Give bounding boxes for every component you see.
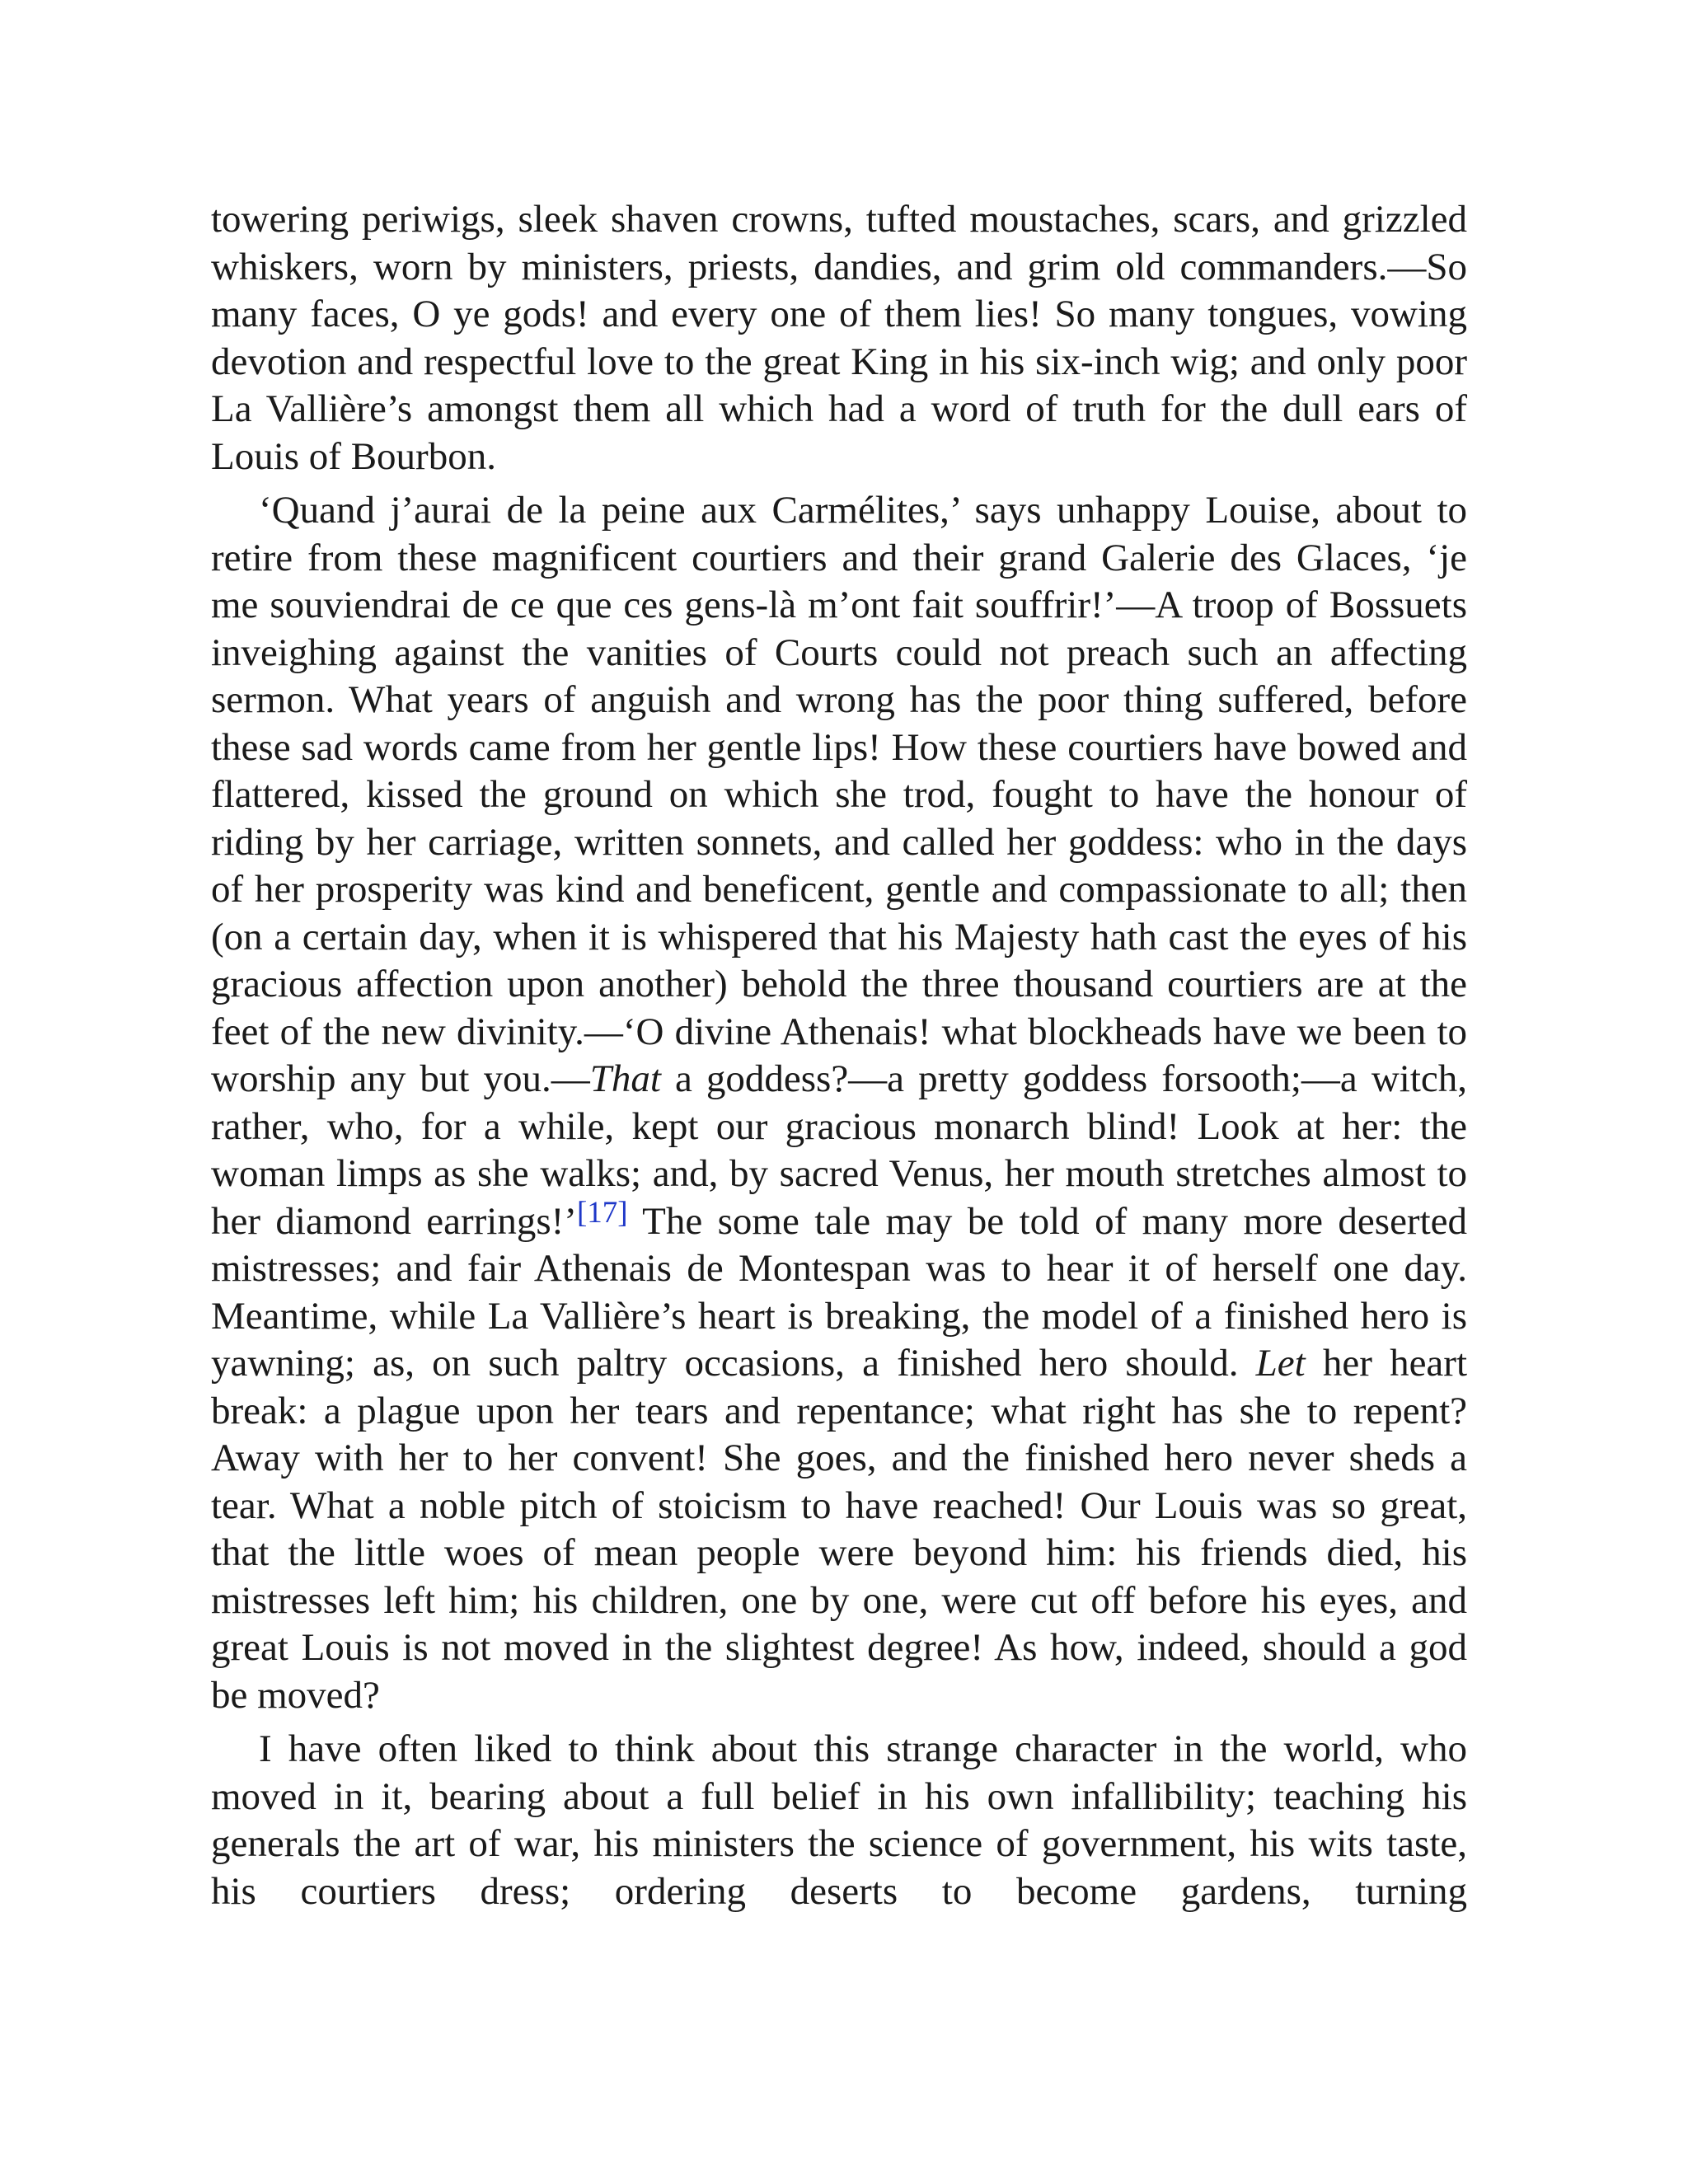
italic-word-let: Let	[1255, 1342, 1306, 1385]
paragraph-1	[211, 196, 1467, 480]
paragraph-text: a goddess?—a pretty goddess forsooth;—a witch, rather, who, for a while, kept our gracious monarch blind! Look at her: the woman limps as she walks; and, by sacred Venus, her mouth stretches almost to her diamond earrings!’	[211, 1057, 1467, 1243]
footnote-link-17[interactable]: [17]	[576, 1195, 628, 1230]
paragraph-3	[211, 1726, 1467, 1915]
paragraph-text: ‘Quand j’aurai de la peine aux Carmélites,’ says unhappy Louise, about to retire from these magnificent courtiers and their grand Galerie des Glaces, ‘je me souviendrai de ce que ces gens-là m’ont fait souffrir!’—A troop of Bossuets inveighing against the vanities of Courts could not preach such an affecting sermon. What years of anguish and wrong has the poor thing suffered, before these sad words came from her gentle lips! How these courtiers have bowed and flattered, kissed the ground on which she trod, fought to have the honour of riding by her carriage, written sonnets, and called her goddess: who in the days of her prosperity was kind and beneficent, gentle and compassionate to all; then (on a certain day, when it is whispered that his Majesty hath cast the eyes of his gracious affection upon another) behold the three thousand courtiers are at the feet of the new divinity.—‘O divine Athenais! what blockheads have we been to worship any but you.—	[211, 489, 1467, 1100]
paragraph-text: her heart break: a plague upon her tears and repentance; what right has she to repent? Away with her to her convent! She goes, and the finished hero never sheds a tear. What a noble pitch of stoicism to have reached! Our Louis was so great, that the little woes of mean people were beyond him: his friends died, his mistresses left him; his children, one by one, were cut off before his eyes, and great Louis is not moved in the slightest degree! As how, indeed, should a god be moved?	[211, 1342, 1467, 1717]
paragraph-text: The some tale may be told of many more deserted mistresses; and fair Athenais de Montespan was to hear it of herself one day. Meantime, while La Vallière’s heart is breaking, the model of a finished hero is yawning; as, on such paltry occasions, a finished hero should.	[211, 1199, 1467, 1385]
document-page	[211, 196, 1467, 1922]
paragraph-text: towering periwigs, sleek shaven crowns, tufted moustaches, scars, and grizzled whiskers, worn by ministers, priests, dandies, and grim old commanders.—So many faces, O ye gods! and every one of them lies! So many tongues, vowing devotion and respectful love to the great King in his six-inch wig; and only poor La Vallière’s amongst them all which had a word of truth for the dull ears of Louis of Bourbon.	[211, 198, 1467, 478]
italic-word-that: That	[589, 1057, 661, 1100]
paragraph-text: I have often liked to think about this strange character in the world, who moved in it, bearing about a full belief in his own infallibility; teaching his generals the art of war, his ministers the science of government, his wits taste, his courtiers dress; ordering deserts to become gardens, turning	[211, 1727, 1467, 1913]
paragraph-2	[211, 487, 1467, 1719]
